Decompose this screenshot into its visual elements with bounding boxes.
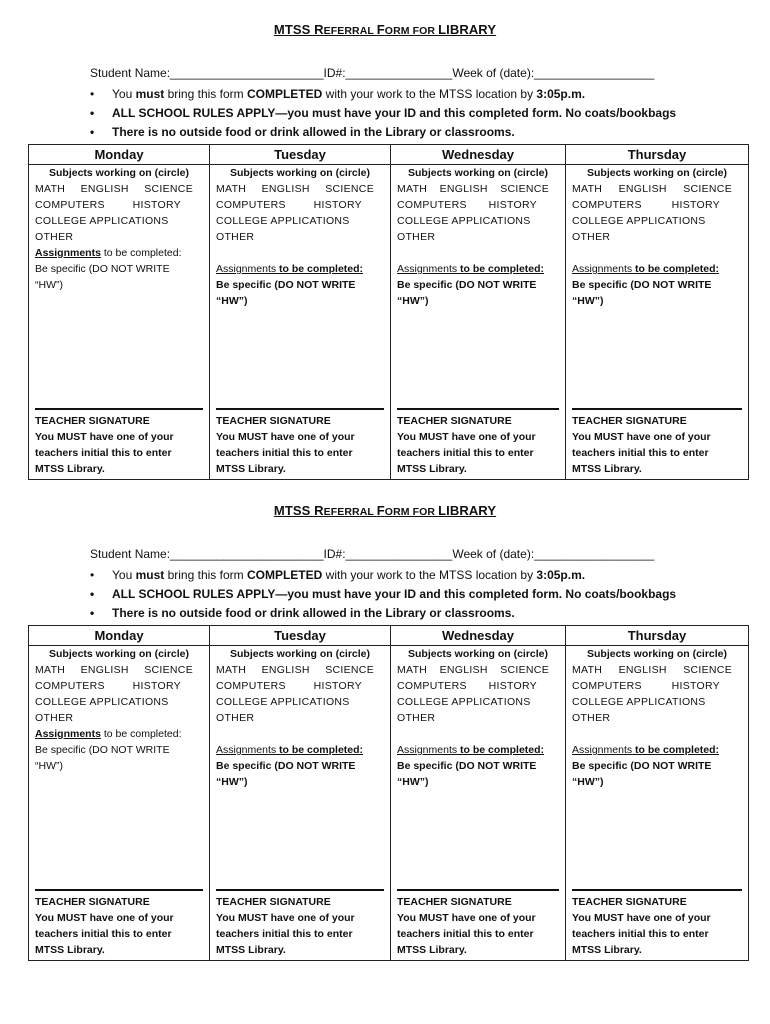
subject-options[interactable]: COMPUTERS HISTORY <box>397 680 537 692</box>
subject-option-college[interactable]: COLLEGE APPLICATIONS <box>35 215 169 227</box>
assignments-instruction-hw: “HW”) <box>572 776 604 788</box>
subjects-header: Subjects working on (circle) <box>229 648 371 660</box>
subject-options[interactable]: MATH ENGLISH SCIENCE <box>35 664 193 676</box>
assignments-instruction-hw: “HW”) <box>216 776 248 788</box>
day-cell-monday[interactable] <box>29 165 210 480</box>
subjects-header: Subjects working on (circle) <box>586 648 728 660</box>
day-cell-tuesday[interactable] <box>210 646 391 961</box>
subjects-header: Subjects working on (circle) <box>407 648 549 660</box>
assignments-instruction: Be specific (DO NOT WRITE <box>572 760 712 772</box>
assignments-label: Assignments to be completed: <box>572 744 720 756</box>
instructions-list <box>90 85 676 142</box>
teacher-signature-block[interactable]: TEACHER SIGNATURE You MUST have one of your teachers initial this to enter MTSS Library. <box>216 889 384 958</box>
day-cell-thursday[interactable] <box>566 646 749 961</box>
subject-options[interactable]: MATH ENGLISH SCIENCE <box>572 183 732 195</box>
form-title: MTSS REFERRAL FORM FOR LIBRARY <box>273 22 497 37</box>
assignments-instruction: Be specific (DO NOT WRITE <box>35 263 170 275</box>
subject-options[interactable]: COMPUTERS HISTORY <box>216 680 362 692</box>
subject-option-college[interactable]: COLLEGE APPLICATIONS <box>397 696 531 708</box>
subject-option-other[interactable]: OTHER <box>397 231 436 243</box>
subject-options[interactable]: COMPUTERS HISTORY <box>572 199 720 211</box>
subject-option-college[interactable]: COLLEGE APPLICATIONS <box>216 215 350 227</box>
subjects-header: Subjects working on (circle) <box>48 648 190 660</box>
subject-option-other[interactable]: OTHER <box>397 712 436 724</box>
assignments-instruction: Be specific (DO NOT WRITE <box>397 279 537 291</box>
form-title: MTSS REFERRAL FORM FOR LIBRARY <box>273 503 497 518</box>
assignments-instruction-hw: “HW”) <box>35 760 63 772</box>
day-cell-thursday[interactable] <box>566 165 749 480</box>
subject-options[interactable]: MATH ENGLISH SCIENCE <box>397 183 549 195</box>
assignments-instruction-hw: “HW”) <box>572 295 604 307</box>
assignments-label: Assignments to be completed: <box>397 263 545 275</box>
instruction-bring-form: • You must bring this form COMPLETED with your work to the MTSS location by 3:05p.m. <box>90 566 676 585</box>
day-cell-wednesday[interactable] <box>391 646 566 961</box>
subject-options[interactable]: COMPUTERS HISTORY <box>35 199 181 211</box>
instructions-list <box>90 566 676 623</box>
assignments-instruction-hw: “HW”) <box>397 295 429 307</box>
teacher-signature-block[interactable]: TEACHER SIGNATURE You MUST have one of your teachers initial this to enter MTSS Library. <box>572 889 742 958</box>
teacher-signature-block[interactable]: TEACHER SIGNATURE You MUST have one of your teachers initial this to enter MTSS Library. <box>35 408 203 477</box>
subject-option-other[interactable]: OTHER <box>216 712 255 724</box>
day-header-wednesday: Wednesday <box>391 145 566 165</box>
subject-option-college[interactable]: COLLEGE APPLICATIONS <box>572 696 706 708</box>
subject-option-college[interactable]: COLLEGE APPLICATIONS <box>216 696 350 708</box>
assignments-instruction: Be specific (DO NOT WRITE <box>216 760 356 772</box>
subject-options[interactable]: COMPUTERS HISTORY <box>572 680 720 692</box>
weekly-schedule-table <box>28 625 749 961</box>
assignments-label: Assignments to be completed: <box>35 728 182 740</box>
subject-options[interactable]: COMPUTERS HISTORY <box>35 680 181 692</box>
subject-options[interactable]: MATH ENGLISH SCIENCE <box>35 183 193 195</box>
assignments-instruction-hw: “HW”) <box>397 776 429 788</box>
day-cell-monday[interactable] <box>29 646 210 961</box>
subject-options[interactable]: MATH ENGLISH SCIENCE <box>216 664 374 676</box>
weekly-schedule-table <box>28 144 749 480</box>
teacher-signature-block[interactable]: TEACHER SIGNATURE You MUST have one of your teachers initial this to enter MTSS Library. <box>397 408 559 477</box>
subject-options[interactable]: COMPUTERS HISTORY <box>397 199 537 211</box>
day-cell-wednesday[interactable] <box>391 165 566 480</box>
student-info-line[interactable]: Student Name:_______________________ID#:________________Week of (date):__________________ <box>90 547 655 561</box>
instruction-bring-form: • You must bring this form COMPLETED with your work to the MTSS location by 3:05p.m. <box>90 85 676 104</box>
day-header-monday: Monday <box>29 145 210 165</box>
day-header-monday: Monday <box>29 626 210 646</box>
subjects-header: Subjects working on (circle) <box>407 167 549 179</box>
assignments-instruction: Be specific (DO NOT WRITE <box>572 279 712 291</box>
assignments-label: Assignments to be completed: <box>397 744 545 756</box>
subject-option-other[interactable]: OTHER <box>35 712 74 724</box>
assignments-label: Assignments to be completed: <box>572 263 720 275</box>
instruction-school-rules: • ALL SCHOOL RULES APPLY—you must have your ID and this completed form. No coats/bookbags <box>90 585 676 604</box>
assignments-label: Assignments to be completed: <box>35 247 182 259</box>
day-header-tuesday: Tuesday <box>210 626 391 646</box>
subjects-header: Subjects working on (circle) <box>229 167 371 179</box>
day-cell-tuesday[interactable] <box>210 165 391 480</box>
subject-option-other[interactable]: OTHER <box>572 231 611 243</box>
assignments-label: Assignments to be completed: <box>216 744 364 756</box>
subject-options[interactable]: MATH ENGLISH SCIENCE <box>216 183 374 195</box>
subject-option-college[interactable]: COLLEGE APPLICATIONS <box>35 696 169 708</box>
subject-option-other[interactable]: OTHER <box>216 231 255 243</box>
teacher-signature-block[interactable]: TEACHER SIGNATURE You MUST have one of your teachers initial this to enter MTSS Library. <box>572 408 742 477</box>
instruction-no-food: • There is no outside food or drink allowed in the Library or classrooms. <box>90 604 676 623</box>
day-header-thursday: Thursday <box>566 145 749 165</box>
assignments-label: Assignments to be completed: <box>216 263 364 275</box>
teacher-signature-block[interactable]: TEACHER SIGNATURE You MUST have one of your teachers initial this to enter MTSS Library. <box>397 889 559 958</box>
assignments-instruction: Be specific (DO NOT WRITE <box>216 279 356 291</box>
subjects-header: Subjects working on (circle) <box>48 167 190 179</box>
subject-option-college[interactable]: COLLEGE APPLICATIONS <box>397 215 531 227</box>
subject-option-other[interactable]: OTHER <box>572 712 611 724</box>
student-info-line[interactable]: Student Name:_______________________ID#:________________Week of (date):__________________ <box>90 66 655 80</box>
subject-option-other[interactable]: OTHER <box>35 231 74 243</box>
instruction-school-rules: • ALL SCHOOL RULES APPLY—you must have your ID and this completed form. No coats/bookbags <box>90 104 676 123</box>
day-header-wednesday: Wednesday <box>391 626 566 646</box>
subject-options[interactable]: MATH ENGLISH SCIENCE <box>572 664 732 676</box>
day-header-thursday: Thursday <box>566 626 749 646</box>
assignments-instruction-hw: “HW”) <box>35 279 63 291</box>
assignments-instruction-hw: “HW”) <box>216 295 248 307</box>
subject-options[interactable]: MATH ENGLISH SCIENCE <box>397 664 549 676</box>
teacher-signature-block[interactable]: TEACHER SIGNATURE You MUST have one of your teachers initial this to enter MTSS Library. <box>216 408 384 477</box>
subject-option-college[interactable]: COLLEGE APPLICATIONS <box>572 215 706 227</box>
assignments-instruction: Be specific (DO NOT WRITE <box>35 744 170 756</box>
day-header-tuesday: Tuesday <box>210 145 391 165</box>
subjects-header: Subjects working on (circle) <box>586 167 728 179</box>
assignments-instruction: Be specific (DO NOT WRITE <box>397 760 537 772</box>
subject-options[interactable]: COMPUTERS HISTORY <box>216 199 362 211</box>
teacher-signature-block[interactable]: TEACHER SIGNATURE You MUST have one of your teachers initial this to enter MTSS Library. <box>35 889 203 958</box>
instruction-no-food: • There is no outside food or drink allowed in the Library or classrooms. <box>90 123 676 142</box>
